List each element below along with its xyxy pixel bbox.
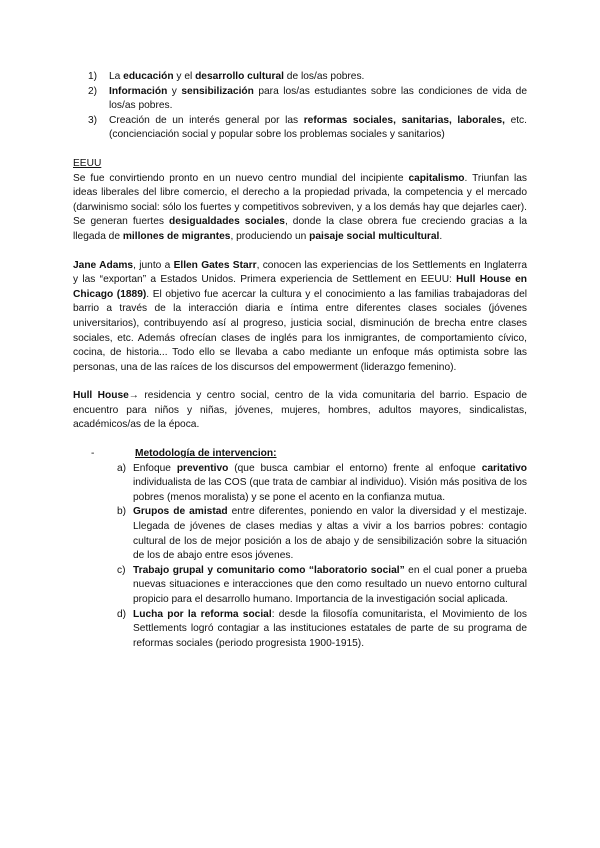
text-run: . [439,230,443,242]
bold-text-run: millones de migrantes [122,230,231,242]
list-marker: 3) [88,114,98,126]
methodology-item [96,608,527,652]
objective-text [109,71,364,82]
methodology-item [96,564,527,608]
text-run: en el cual poner a prueba nuevas situaciones e interacciones que den como resultado un nuevo entorno cultural propicio para el desarrollo humano. Importancia de la investigación social aplicada. [133,564,527,605]
bold-text-run: preventivo [176,462,229,474]
bold-text-run: capitalismo [408,172,465,184]
bold-text-run: sensibilización [181,85,254,97]
methodology-text [133,565,527,605]
bold-text-run: desarrollo cultural [195,71,284,82]
text-run: (que busca cambiar el entorno) frente al enfoque [228,462,482,474]
methodology-section [73,447,527,462]
text-run: Se fue convirtiendo pronto en un nuevo centro mundial del incipiente [73,172,409,184]
bold-text-run: educación [123,71,174,82]
objective-item [73,85,527,114]
bold-text-run: Grupos de amistad [133,506,228,518]
bold-text-run: reformas sociales, sanitarias, laborales, [303,114,505,126]
section-heading-eeuu: EEUU [73,157,102,169]
methodology-text [133,463,527,503]
text-run: entre diferentes, poniendo en valor la diversidad y el mestizaje. Llegada de jóvenes de clases medias y altas a vivir a los barrios pobres: contagio cultural de los de mejor posición a los de abajo y de sensibilización sobre la situación de los de abajo entre esos jóvenes. [133,506,527,562]
objective-text [109,115,527,141]
document-body [73,70,527,651]
list-marker: c) [117,564,126,576]
text-run: , produciendo un [230,230,310,242]
text-run: , donde la clase obrera fue creciendo gracias a la llegada de [73,216,527,242]
text-run: Creación de un interés general por las [109,114,304,126]
text-run: y [167,85,182,97]
text-run: individualista de las COS (que trata de cambiar al individuo). Visión más positiva de los pobres (menos moralista) y se pone el acento en la confianza mutua. [133,477,527,503]
objective-item [73,114,527,143]
bold-text-run: caritativo [481,462,527,474]
text-run: → residencia y centro social, centro de la vida comunitaria del barrio. Espacio de encuentro para niños y niñas, jóvenes, mujeres, hombres, adultos mayores, sindicalistas, académicos/as de la época. [73,390,527,431]
objective-item [73,70,527,85]
text-run: , junto a [133,259,174,271]
dash-bullet: - [91,448,95,460]
bold-text-run: Hull House en Chicago (1889) [73,274,527,300]
objective-text [109,86,527,112]
text-run: : desde la filosofía comunitarista, el Movimiento de los Settlements logró contagiar a las instituciones estatales de parte de su programa de reformas sociales (periodo progresista 1900-1915). [133,608,528,649]
list-marker: d) [117,608,127,620]
list-marker: a) [117,462,127,474]
bold-text-run: Lucha por la reforma social [133,608,272,620]
bold-text-run: desigualdades sociales [168,216,285,228]
list-marker: b) [117,506,127,518]
text-run: . El objetivo fue acercar la cultura y el conocimiento a las familias trabajadoras del barrio a través de la interacción diaria e íntima entre diferentes clases sociales (jóvenes universitarios), contribuyendo así al progreso, justicia social, disminución de brecha entre clases sociales, etc. Además ofrecían clases de inglés para los inmigrantes, de comportamiento cívico, cocina, de historia... Todo ello se llevaba a cabo mediante un enfoque más optimista sobre las personas, una de las raíces de los discursos del empowerment (liderazgo femenino). [73,288,528,373]
methodology-item [96,462,527,506]
text-run: etc. (concienciación social y popular sobre los problemas sociales y sanitarios) [109,114,527,141]
methodology-heading: Metodología de intervencion: [135,448,277,460]
methodology-text [133,609,527,649]
text-run: para los/as estudiantes sobre las condiciones de vida de los/as pobres. [109,85,527,112]
text-run: y el [173,71,196,82]
list-marker: 2) [88,85,98,97]
bold-text-run: Ellen Gates Starr [173,259,257,271]
text-run: La [109,71,124,82]
bold-text-run: Información [109,85,168,97]
bold-text-run: Trabajo grupal y comunitario como “laboratorio social” [133,564,405,576]
list-marker: 1) [88,71,98,82]
methodology-text [133,506,527,561]
bold-text-run: Jane Adams [73,259,134,271]
text-run: Enfoque [133,462,177,474]
objectives-list [73,70,527,143]
text-run: , conocen las experiencias de los Settlements en Inglaterra y las “exportan” a Estados Unidos. Primera experiencia de Settlement en EEUU: [73,259,527,286]
eeuu-paragraph [73,172,527,245]
bold-text-run: Hull House [73,390,129,402]
hull-house-paragraph [73,389,527,433]
methodology-list [73,462,527,652]
bold-text-run: paisaje social multicultural [309,230,440,242]
text-run: . Triunfan las ideas liberales del libre comercio, el derecho a la propiedad privada, la competencia y el mercado (darwinismo social: sólo los fuertes y competitivos sobreviven, y a los demás hay que dejarles caer). Se generan fuertes [73,172,528,228]
methodology-item [96,505,527,563]
jane-adams-paragraph [73,259,527,376]
text-run: de los/as pobres. [283,71,365,82]
